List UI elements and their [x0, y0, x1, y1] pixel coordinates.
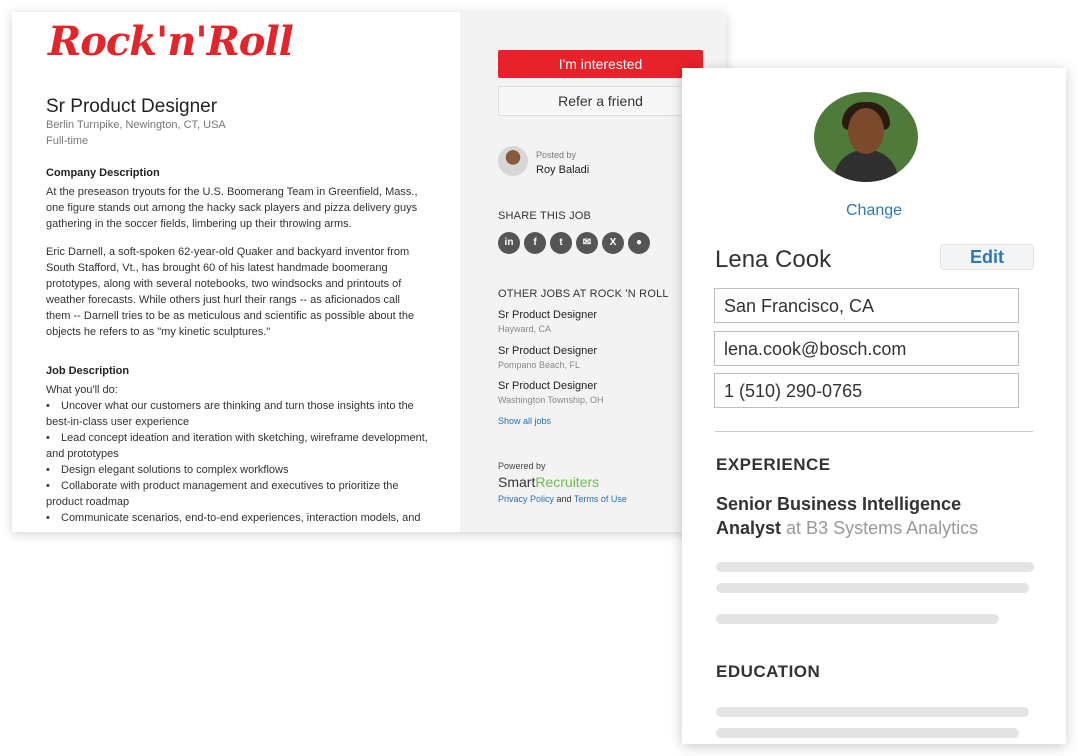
- experience-heading: EXPERIENCE: [716, 455, 831, 474]
- job-main-column: [12, 12, 460, 532]
- edit-button[interactable]: Edit: [940, 244, 1034, 270]
- job-description-intro: What you'll do:: [46, 384, 118, 396]
- email-icon[interactable]: ✉: [576, 232, 598, 254]
- posted-by-label: Posted by: [536, 150, 577, 160]
- poster-name: Roy Baladi: [536, 164, 590, 176]
- job-type: Full-time: [46, 135, 89, 147]
- avatar-face-shape: [848, 108, 884, 154]
- other-job-title-link[interactable]: Sr Product Designer: [498, 309, 598, 321]
- powered-by-label: Powered by: [498, 461, 546, 471]
- bullet-item: • Uncover what our customers are thinking and turn those insights into the best-in-class user experience: [46, 400, 414, 428]
- other-job-location: Washington Township, OH: [498, 395, 604, 405]
- company-description-p1: At the preseason tryouts for the U.S. Boomerang Team in Greenfield, Mass., one figure stands out among the hacky sack players and pizza delivery guys gathering in the soccer fields, limbering up their throwing arms.: [46, 186, 418, 230]
- share-heading: SHARE THIS JOB: [498, 210, 592, 222]
- company-logo: Rock'n'Roll: [48, 18, 293, 65]
- show-all-jobs-link[interactable]: Show all jobs: [498, 416, 552, 426]
- other-job-title-link[interactable]: Sr Product Designer: [498, 380, 598, 392]
- avatar-body-shape: [834, 150, 898, 182]
- privacy-policy-link[interactable]: Privacy Policy: [498, 494, 555, 504]
- job-location: Berlin Turnpike, Newington, CT, USA: [46, 119, 226, 131]
- placeholder-line: [716, 707, 1029, 717]
- placeholder-line: [716, 562, 1034, 572]
- job-posting-panel: [12, 12, 726, 532]
- change-photo-link[interactable]: Change: [845, 202, 903, 219]
- experience-entry: Senior Business Intelligence Analyst at B3 Systems Analytics: [716, 494, 979, 538]
- education-heading: EDUCATION: [716, 662, 821, 681]
- bullet-item: • Lead concept ideation and iteration with sketching, wireframe development, and prototypes: [46, 432, 428, 460]
- other-job-title-link[interactable]: Sr Product Designer: [498, 345, 598, 357]
- job-title: Sr Product Designer: [46, 96, 218, 117]
- profile-card: [682, 68, 1066, 744]
- poster-avatar: [498, 146, 528, 176]
- legal-links: [498, 494, 627, 504]
- smartrecruiters-logo[interactable]: SmartRecruiters: [498, 474, 600, 490]
- linkedin-icon[interactable]: in: [498, 232, 520, 254]
- facebook-icon[interactable]: f: [524, 232, 546, 254]
- and-text: and: [556, 494, 572, 504]
- twitter-icon[interactable]: t: [550, 232, 572, 254]
- placeholder-line: [716, 728, 1019, 738]
- company-description-heading: Company Description: [46, 167, 160, 179]
- other-job-location: Pompano Beach, FL: [498, 360, 581, 370]
- email-field[interactable]: lena.cook@bosch.com: [714, 331, 1019, 366]
- bullet-item: • Design elegant solutions to complex workflows: [46, 464, 289, 476]
- other-jobs-heading: OTHER JOBS AT ROCK 'N ROLL: [498, 288, 669, 300]
- terms-of-use-link[interactable]: Terms of Use: [573, 494, 627, 504]
- profile-avatar: [814, 92, 918, 182]
- refer-friend-button[interactable]: Refer a friend: [498, 86, 703, 116]
- im-interested-button[interactable]: I'm interested: [498, 50, 703, 78]
- location-field[interactable]: San Francisco, CA: [714, 288, 1019, 323]
- profile-name: Lena Cook: [715, 246, 832, 273]
- bullet-item: • Collaborate with product management and executives to prioritize the product roadmap: [46, 480, 399, 508]
- divider: [715, 431, 1033, 432]
- other-job-location: Hayward, CA: [498, 324, 552, 334]
- placeholder-line: [716, 614, 999, 624]
- bullet-item: • Communicate scenarios, end-to-end experiences, interaction models, and: [46, 512, 421, 524]
- phone-field[interactable]: 1 (510) 290-0765: [714, 373, 1019, 408]
- placeholder-line: [716, 583, 1029, 593]
- xing-icon[interactable]: X: [602, 232, 624, 254]
- company-description-p2: Eric Darnell, a soft-spoken 62-year-old Quaker and backyard inventor from South Stafford, Vt., has brought 60 of his latest handmade boomerang prototypes, along with several notebooks, two windsocks and printouts of weather forecasts. While others just hurl their rangs -- as aficionados call them -- Darnell tries to be as meticulous and scientific as possible about the objects he refers to as "my kinetic sculptures.": [46, 246, 415, 338]
- wechat-icon[interactable]: ●: [628, 232, 650, 254]
- job-description-heading: Job Description: [46, 365, 130, 377]
